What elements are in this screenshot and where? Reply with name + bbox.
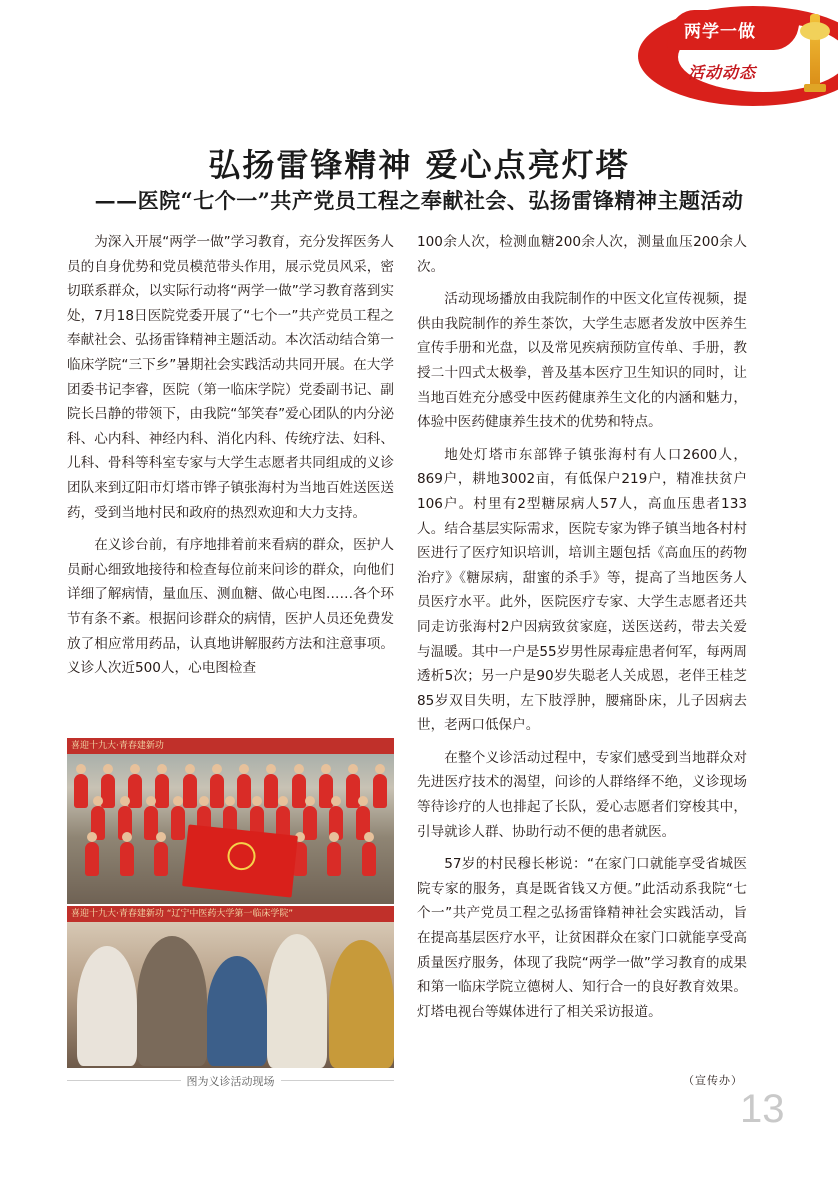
clinic-photo	[67, 906, 394, 1068]
crowd-figure	[77, 946, 137, 1066]
author-signature: （宣传办）	[683, 1074, 743, 1087]
paragraph: 为深入开展“两学一做”学习教育，充分发挥医务人员的自身优势和党员模范带头作用，展示党员风采，密切联系群众，以实际行动将“两学一做”学习教育落到实处，7月18日医院党委开展了“七个一”共产党员工程之奉献社会、弘扬雷锋精神主题活动。本次活动结合第一临床学院“三下乡”暑期社会实践活动共同开展。在大学团委书记李睿，医院（第一临床学院）党委副书记、副院长吕静的带领下，由我院“邹笑春”爱心团队的内分泌科、心内科、神经内科、消化内科、传统疗法、妇科、儿科、骨科等科室专家与大学生志愿者共同组成的义诊团队来到辽阳市灯塔市铧子镇张海村为当地百姓送医送药，受到当地村民和政府的热烈欢迎和大力支持。	[67, 234, 394, 521]
badge-top-text: 两学一做	[684, 22, 756, 42]
photo-caption	[67, 1073, 394, 1089]
article-subtitle: ——医院“七个一”共产党员工程之奉献社会、弘扬雷锋精神主题活动	[94, 188, 744, 213]
article-title: 弘扬雷锋精神 爱心点亮灯塔	[208, 146, 630, 184]
photo-caption-text: 图为义诊活动现场	[181, 1075, 281, 1088]
photo-banner: 喜迎十九大·青春建新功 “辽宁中医药大学第一临床学院”	[67, 906, 394, 922]
crowd-figure	[207, 956, 267, 1066]
badge-sub-text: 活动动态	[688, 63, 757, 82]
paragraph: 在义诊台前，有序地排着前来看病的群众，医护人员耐心细致地接待和检查每位前来问诊的群众，向他们详细了解病情，量血压、测血糖、做心电图……各个环节有条不紊。根据问诊群众的病情，医护人员还免费发放了相应常用药品，认真地讲解服药方法和注意事项。义诊人次近500人，心电图检查	[67, 537, 394, 677]
paragraph: 100余人次，检测血糖200余人次，测量血压200余人次。	[417, 234, 747, 275]
section-badge	[638, 0, 838, 110]
group-photo	[67, 738, 394, 904]
team-flag	[182, 824, 298, 897]
page-number: 13	[740, 1087, 785, 1131]
crowd-figure	[267, 934, 327, 1068]
paragraph: 地处灯塔市东部铧子镇张海村有人口2600人，869户，耕地3002亩，有低保户219户，精准扶贫户106户。村里有2型糖尿病人57人，高血压患者133人。结合基层实际需求，医院专家为铧子镇当地各村村医进行了医疗知识培训，培训主题包括《高血压的药物治疗》《糖尿病，甜蜜的杀手》等，提高了当地医务人员医疗水平。此外，医院医疗专家、大学生志愿者还共同走访张海村2户因病致贫家庭，送医送药，带去关爱与温暖。其中一户是55岁男性尿毒症患者何军，每两周透析5次；另一户是90岁失聪老人关成恩，老伴王桂芝85岁双目失明，左下肢浮肿，腰痛卧床，儿子因病去世，老两口低保户。	[417, 446, 747, 734]
crowd-figure	[137, 936, 207, 1066]
photo-banner: 喜迎十九大·青春建新功	[67, 738, 394, 754]
heart-emblem-icon	[226, 841, 257, 872]
paragraph: 57岁的村民穆长彬说：“在家门口就能享受省城医院专家的服务，真是既省钱又方便。”此活动系我院“七个一”共产党员工程之弘扬雷锋精神社会实践活动，旨在提高基层医疗水平，让贫困群众在家门口就能享受高质量医疗服务，体现了我院“两学一做”学习教育的成果和第一临床学院立德树人、知行合一的良好教育效果。灯塔电视台等媒体进行了相关采访报道。	[417, 856, 747, 1020]
torch-icon	[810, 14, 820, 90]
crowd-figure	[329, 940, 394, 1068]
paragraph: 在整个义诊活动过程中，专家们感受到当地群众对先进医疗技术的渴望，问诊的人群络绎不绝，义诊现场等待诊疗的人也排起了长队，爱心志愿者们穿梭其中，引导就诊人群、协助行动不便的患者就医。	[417, 749, 747, 840]
right-column	[417, 230, 747, 1024]
paragraph: 活动现场播放由我院制作的中医文化宣传视频，提供由我院制作的养生茶饮，大学生志愿者发放中医养生宣传手册和光盘，以及常见疾病预防宣传单、手册，教授二十四式太极拳，普及基本医疗卫生知识的同时，让当地百姓充分感受中医药健康养生文化的内涵和魅力，体验中医药健康养生技术的优势和特点。	[417, 291, 747, 431]
left-column	[67, 230, 394, 681]
